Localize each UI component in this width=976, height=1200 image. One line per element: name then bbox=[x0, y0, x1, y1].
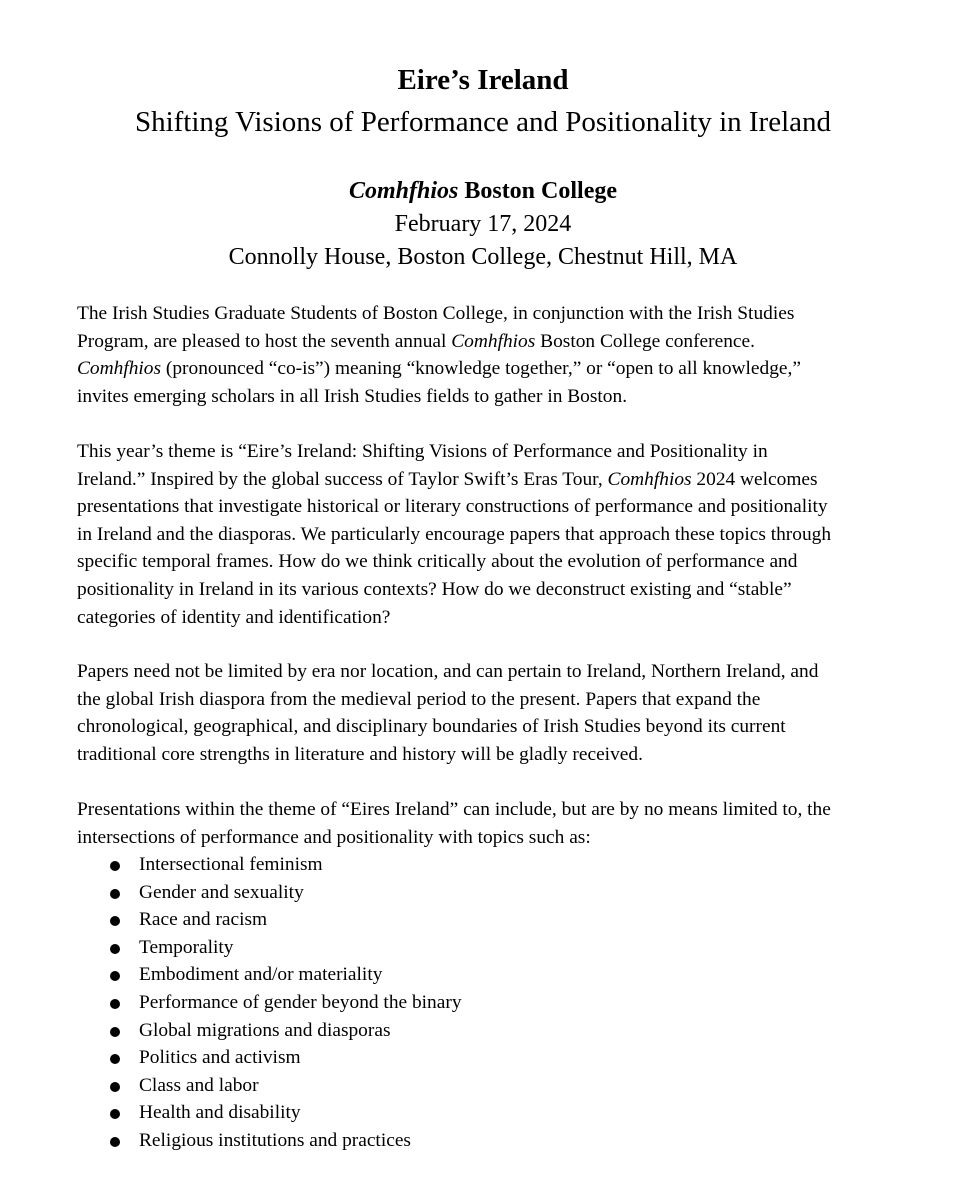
intro-line-3-italic: Comhfhios bbox=[77, 358, 162, 380]
intro-line-3-rest: (pronounced “co-is”) meaning “knowledge together,” or “open to all knowledge,” bbox=[161, 358, 801, 380]
list-item bbox=[106, 989, 462, 1017]
theme-line-2-italic: Comhfhios bbox=[607, 468, 692, 490]
theme-line-3: presentations that investigate historical or literary constructions of performance and positionality bbox=[77, 496, 828, 518]
theme-line-4: in Ireland and the diasporas. We particularly encourage papers that approach these topics through bbox=[77, 523, 832, 545]
document-subtitle: Shifting Visions of Performance and Positionality in Ireland bbox=[134, 106, 832, 138]
intro-paragraph bbox=[77, 300, 907, 410]
bullet-icon bbox=[110, 916, 120, 926]
scope-line-2: the global Irish diaspora from the medieval period to the present. Papers that expand the bbox=[77, 688, 761, 710]
list-item bbox=[106, 934, 462, 962]
intro-line-2-rest: Boston College conference. bbox=[535, 330, 755, 352]
list-item bbox=[106, 1099, 462, 1127]
topic-text: Global migrations and diasporas bbox=[139, 1019, 391, 1041]
topics-intro-line-2: intersections of performance and positionality with topics such as: bbox=[77, 826, 591, 848]
conference-name bbox=[0, 175, 966, 207]
conference-name-italic: Comhfhios bbox=[348, 178, 459, 204]
conference-name-rest: Boston College bbox=[458, 178, 618, 204]
theme-paragraph bbox=[77, 438, 907, 631]
list-item bbox=[106, 1127, 462, 1155]
list-item bbox=[106, 851, 462, 879]
list-item bbox=[106, 1017, 462, 1045]
document-title: Eire’s Ireland bbox=[397, 64, 569, 96]
topic-text: Gender and sexuality bbox=[139, 881, 304, 903]
theme-line-2-text: Ireland.” Inspired by the global success of Taylor Swift’s Eras Tour, bbox=[77, 468, 608, 490]
intro-line-2 bbox=[77, 328, 907, 356]
topic-text: Temporality bbox=[139, 936, 234, 958]
conference-date: February 17, 2024 bbox=[394, 211, 572, 237]
theme-line-1: This year’s theme is “Eire’s Ireland: Shifting Visions of Performance and Positionality in bbox=[77, 441, 768, 462]
bullet-icon bbox=[110, 1027, 120, 1037]
bullet-icon bbox=[110, 944, 120, 954]
scope-line-3: chronological, geographical, and disciplinary boundaries of Irish Studies beyond its current bbox=[77, 716, 786, 738]
theme-line-7: categories of identity and identification? bbox=[77, 606, 391, 628]
conference-location: Connolly House, Boston College, Chestnut Hill, MA bbox=[228, 244, 738, 270]
theme-line-2-rest: 2024 welcomes bbox=[691, 468, 818, 490]
list-item bbox=[106, 1072, 462, 1100]
theme-line-6: positionality in Ireland in its various contexts? How do we deconstruct existing and “stable” bbox=[77, 578, 792, 600]
bullet-icon bbox=[110, 999, 120, 1009]
bullet-icon bbox=[110, 1054, 120, 1064]
bullet-icon bbox=[110, 1137, 120, 1147]
bullet-icon bbox=[110, 971, 120, 981]
bullet-icon bbox=[110, 889, 120, 899]
scope-line-4: traditional core strengths in literature and history will be gladly received. bbox=[77, 743, 643, 765]
list-item bbox=[106, 1044, 462, 1072]
topics-intro-paragraph bbox=[77, 796, 907, 851]
intro-line-2-italic: Comhfhios bbox=[451, 330, 536, 352]
theme-line-5: specific temporal frames. How do we think critically about the evolution of performance and bbox=[77, 551, 798, 573]
topic-text: Embodiment and/or materiality bbox=[139, 964, 383, 986]
bullet-icon bbox=[110, 861, 120, 871]
bullet-icon bbox=[110, 1082, 120, 1092]
topic-text: Race and racism bbox=[139, 909, 268, 931]
scope-paragraph bbox=[77, 658, 907, 768]
topic-text: Religious institutions and practices bbox=[139, 1129, 411, 1151]
topic-text: Politics and activism bbox=[139, 1047, 301, 1069]
topic-text: Class and labor bbox=[139, 1074, 259, 1096]
scope-line-1: Papers need not be limited by era nor location, and can pertain to Ireland, Northern Ireland, and bbox=[77, 661, 819, 682]
topic-text: Intersectional feminism bbox=[139, 854, 323, 875]
intro-line-2-text: Program, are pleased to host the seventh annual bbox=[77, 330, 452, 352]
intro-line-4: invites emerging scholars in all Irish Studies fields to gather in Boston. bbox=[77, 385, 628, 407]
intro-line-1: The Irish Studies Graduate Students of Boston College, in conjunction with the Irish Studies bbox=[77, 303, 795, 324]
list-item bbox=[106, 961, 462, 989]
topic-text: Health and disability bbox=[139, 1102, 301, 1124]
list-item bbox=[106, 906, 462, 934]
list-item bbox=[106, 879, 462, 907]
intro-line-3 bbox=[77, 355, 907, 383]
theme-line-2 bbox=[77, 466, 907, 494]
bullet-icon bbox=[110, 1109, 120, 1119]
topics-intro-line-1: Presentations within the theme of “Eires Ireland” can include, but are by no means limited to, the bbox=[77, 799, 831, 820]
topic-text: Performance of gender beyond the binary bbox=[139, 991, 462, 1013]
topics-list bbox=[106, 851, 462, 1155]
